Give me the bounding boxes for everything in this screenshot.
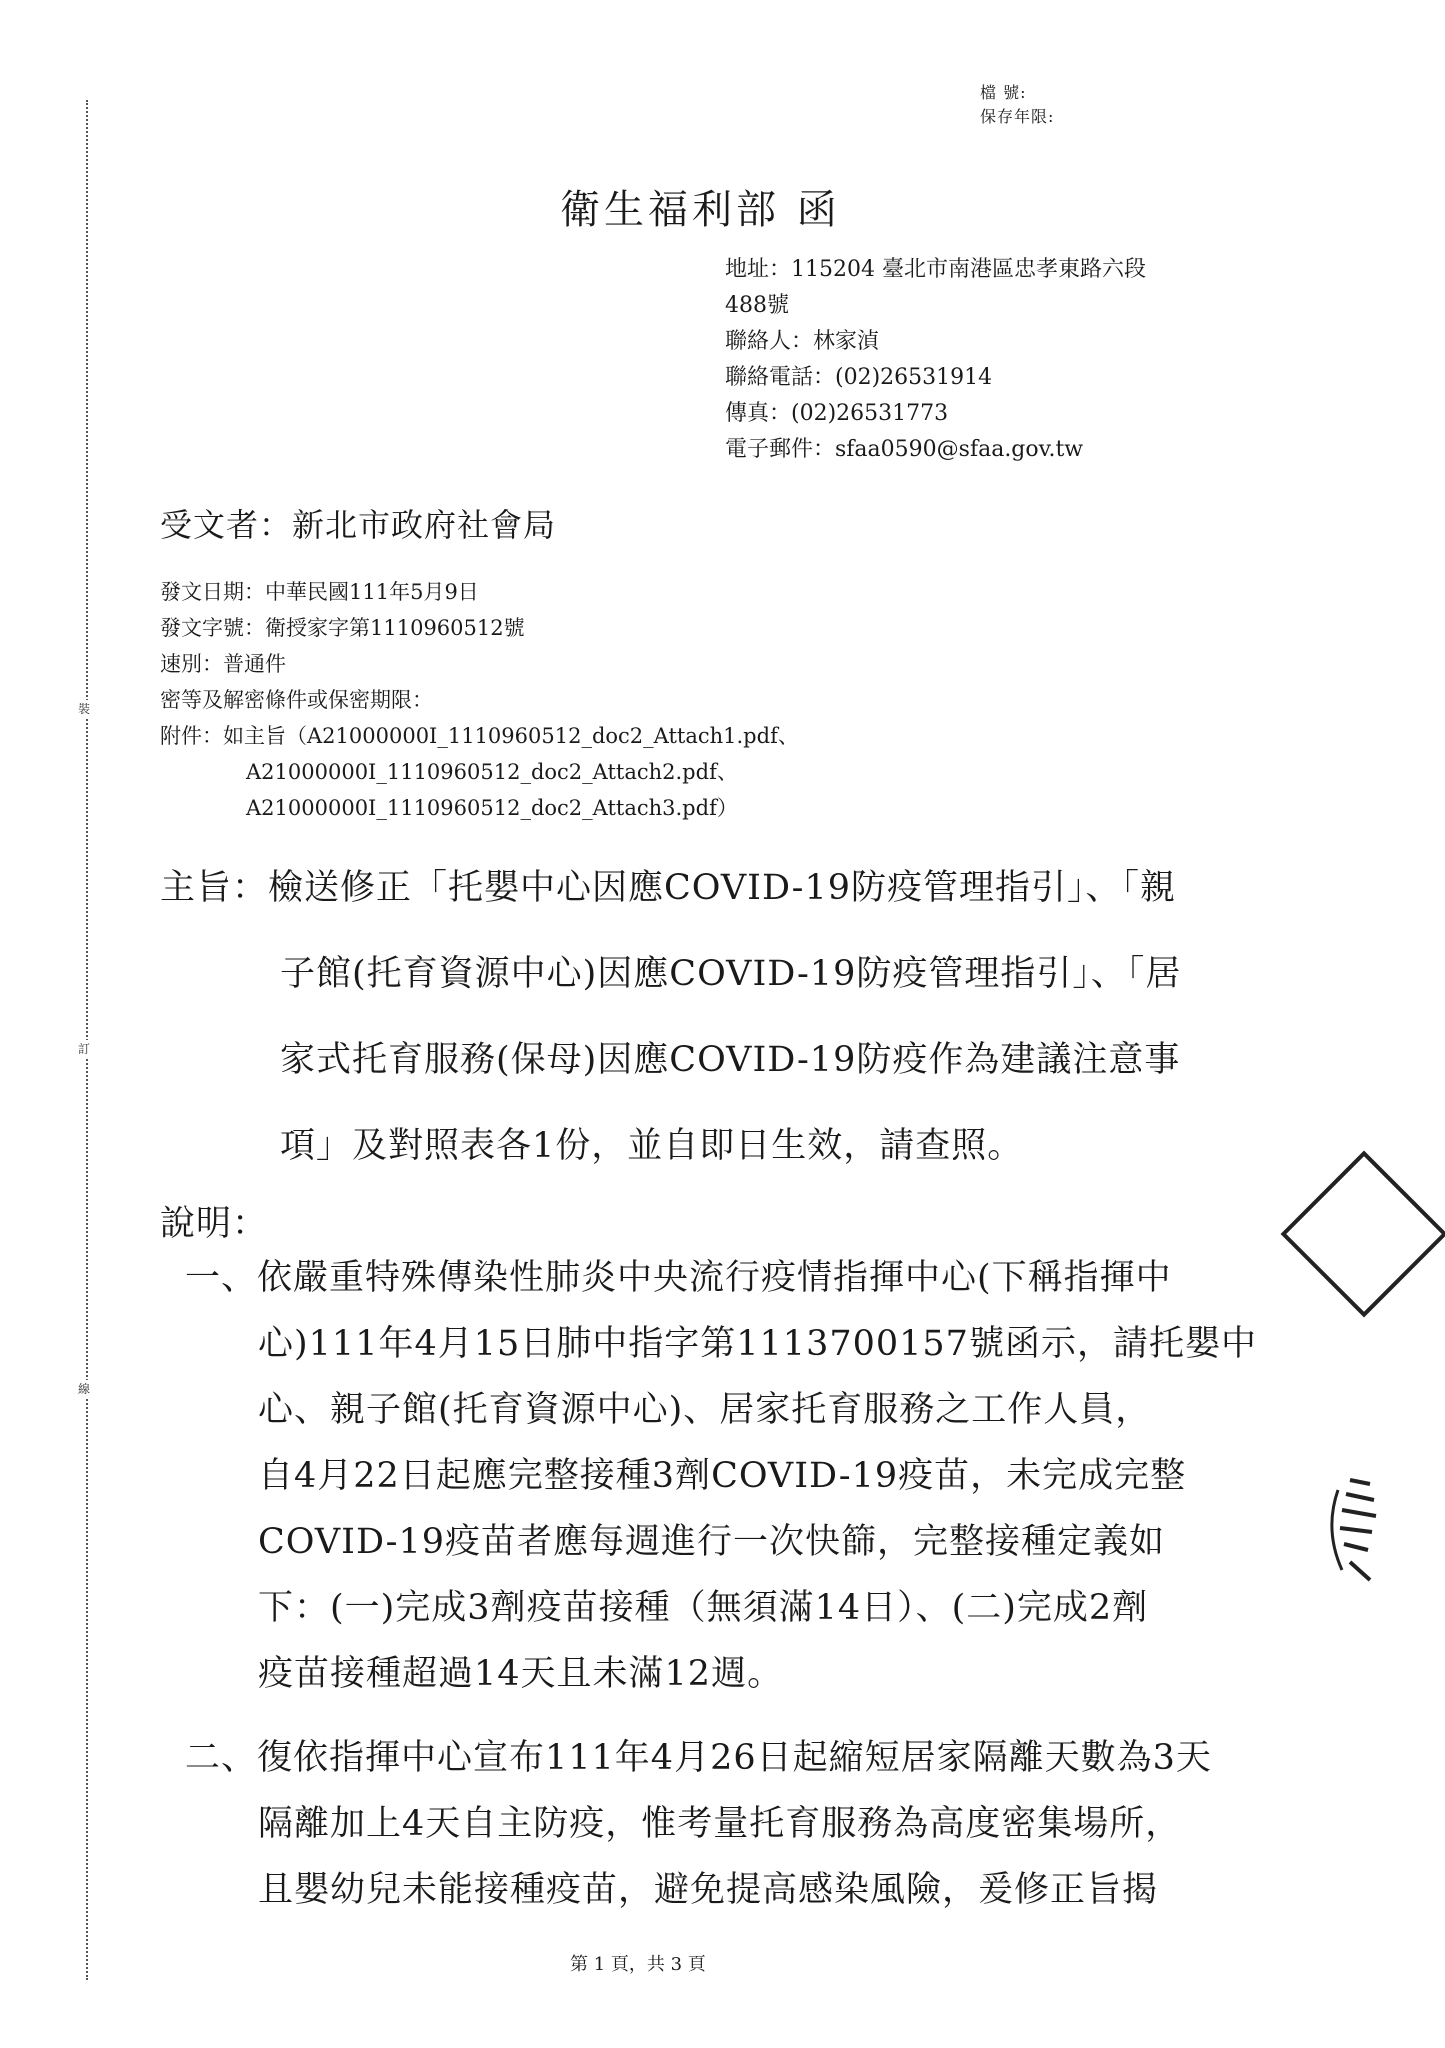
attachment-line: A21000000I_1110960512_doc2_Attach2.pdf、: [246, 760, 738, 784]
retention-label: 保存年限:: [980, 107, 1055, 126]
explanation-item-line: 心)111年4月15日肺中指字第1113700157號函示，請托嬰中: [258, 1324, 1257, 1364]
file-number-label: 檔 號:: [980, 83, 1027, 102]
security-level: 密等及解密條件或保密期限：: [160, 688, 433, 712]
subject-line: 主旨：檢送修正「托嬰中心因應COVID-19防疫管理指引」、「親: [160, 868, 1177, 908]
contact-email: 電子郵件：sfaa0590@sfaa.gov.tw: [725, 437, 1084, 462]
contact-fax: 傳真：(02)26531773: [725, 401, 949, 426]
address-line1: 地址：115204 臺北市南港區忠孝東路六段: [725, 257, 1146, 282]
binding-mark-xian: 線: [78, 1382, 91, 1396]
explanation-item-line: 下：(一)完成3劑疫苗接種（無須滿14日）、(二)完成2劑: [258, 1588, 1149, 1628]
issue-number: 發文字號：衛授家字第1110960512號: [160, 616, 525, 640]
issue-date: 發文日期：中華民國111年5月9日: [160, 580, 479, 604]
binding-mark-ding: 訂: [78, 1042, 91, 1056]
explanation-item-line: 疫苗接種超過14天且未滿12週。: [258, 1654, 784, 1694]
attachment-line: 附件：如主旨（A21000000I_1110960512_doc2_Attach1.pdf、: [160, 724, 799, 748]
seal-stamp-partial: [1320, 1470, 1390, 1590]
subject-line: 項」及對照表各1份，並自即日生效，請查照。: [280, 1126, 1024, 1166]
explanation-item-line: 自4月22日起應完整接種3劑COVID-19疫苗，未完成完整: [258, 1456, 1187, 1496]
subject-line: 家式托育服務(保母)因應COVID-19防疫作為建議注意事: [280, 1040, 1181, 1080]
binding-mark-zhuang: 裝: [78, 702, 91, 716]
explanation-label: 說明：: [160, 1204, 269, 1244]
explanation-item-line: 且嬰幼兒未能接種疫苗，避免提高感染風險，爰修正旨揭: [258, 1870, 1159, 1910]
explanation-item-line: COVID-19疫苗者應每週進行一次快篩，完整接種定義如: [258, 1522, 1166, 1562]
page-footer: 第 1 頁，共 3 頁: [570, 1954, 706, 1975]
speed-type: 速別：普通件: [160, 652, 286, 676]
explanation-item-line: 心、親子館(托育資源中心)、居家托育服務之工作人員，: [258, 1390, 1152, 1430]
contact-person: 聯絡人：林家湞: [725, 329, 880, 354]
attachment-line: A21000000I_1110960512_doc2_Attach3.pdf）: [246, 796, 738, 820]
recipient: 受文者：新北市政府社會局: [160, 506, 557, 544]
document-title: 衛生福利部 函: [560, 187, 841, 233]
contact-phone: 聯絡電話：(02)26531914: [725, 365, 993, 390]
address-line2: 488號: [725, 293, 789, 318]
subject-line: 子館(托育資源中心)因應COVID-19防疫管理指引」、「居: [280, 954, 1182, 994]
seal-stamp: [1281, 1151, 1445, 1318]
explanation-item-line: 隔離加上4天自主防疫，惟考量托育服務為高度密集場所，: [258, 1804, 1182, 1844]
explanation-item-line: 一、依嚴重特殊傳染性肺炎中央流行疫情指揮中心(下稱指揮中: [185, 1258, 1172, 1298]
explanation-item-line: 二、復依指揮中心宣布111年4月26日起縮短居家隔離天數為3天: [185, 1738, 1212, 1778]
